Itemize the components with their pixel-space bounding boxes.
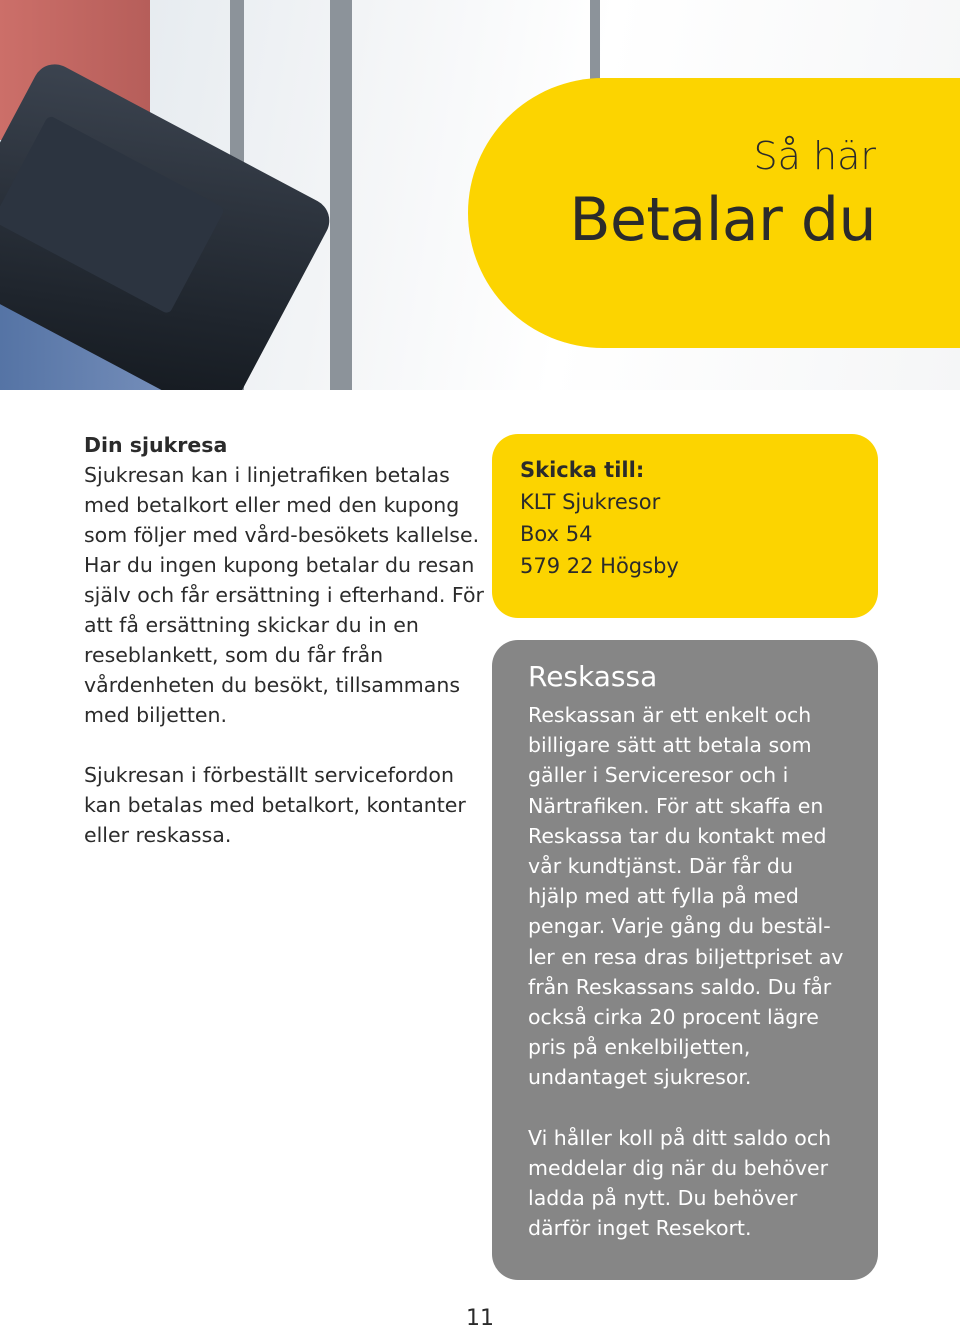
photo-pole xyxy=(330,0,352,390)
send-address-box xyxy=(492,434,878,618)
send-title: Skicka till: xyxy=(520,458,645,482)
left-column xyxy=(84,430,484,850)
address-line: 579 22 Högsby xyxy=(520,554,679,578)
photo-pole xyxy=(590,0,600,90)
reskassa-title: Reskassa xyxy=(528,660,658,693)
page-subtitle: Så här xyxy=(753,134,876,178)
address-line: KLT Sjukresor xyxy=(520,490,661,514)
section-heading: Din sjukresa xyxy=(84,433,228,457)
paragraph: Vi håller koll på ditt saldo och meddelar dig när du behöver ladda på nytt. Du behöver därför inget Resekort. xyxy=(528,1125,832,1241)
reskassa-box xyxy=(492,640,878,1280)
page-title: Betalar du xyxy=(569,185,876,255)
page-number: 11 xyxy=(466,1306,494,1331)
paragraph: Sjukresan kan i linjetrafiken betalas med betalkort eller med den kupong som följer med vård-besökets kallelse. Har du ingen kupong betalar du resan själv och får ersättning i efterhand. För att få ersättning skickar du in en reseblankett, som du får från vårdenheten du besökt, tillsammans med biljetten. xyxy=(84,463,484,727)
paragraph: Reskassan är ett enkelt och billigare sätt att betala som gäller i Serviceresor och i Närtrafiken. För att skaffa en Reskassa tar du kontakt med vår kundtjänst. Där får du hjälp med att fylla på med pengar. Varje gång du bestäl-ler en resa dras biljettpriset av från Reskassans saldo. Du får också cirka 20 procent lägre pris på enkelbiljetten, undantaget sjukresor. xyxy=(528,703,844,1090)
paragraph: Sjukresan i förbeställt servicefordon kan betalas med betalkort, kontanter eller reskassa. xyxy=(84,763,466,847)
address-line: Box 54 xyxy=(520,522,593,546)
card-reader-screen xyxy=(0,115,225,315)
